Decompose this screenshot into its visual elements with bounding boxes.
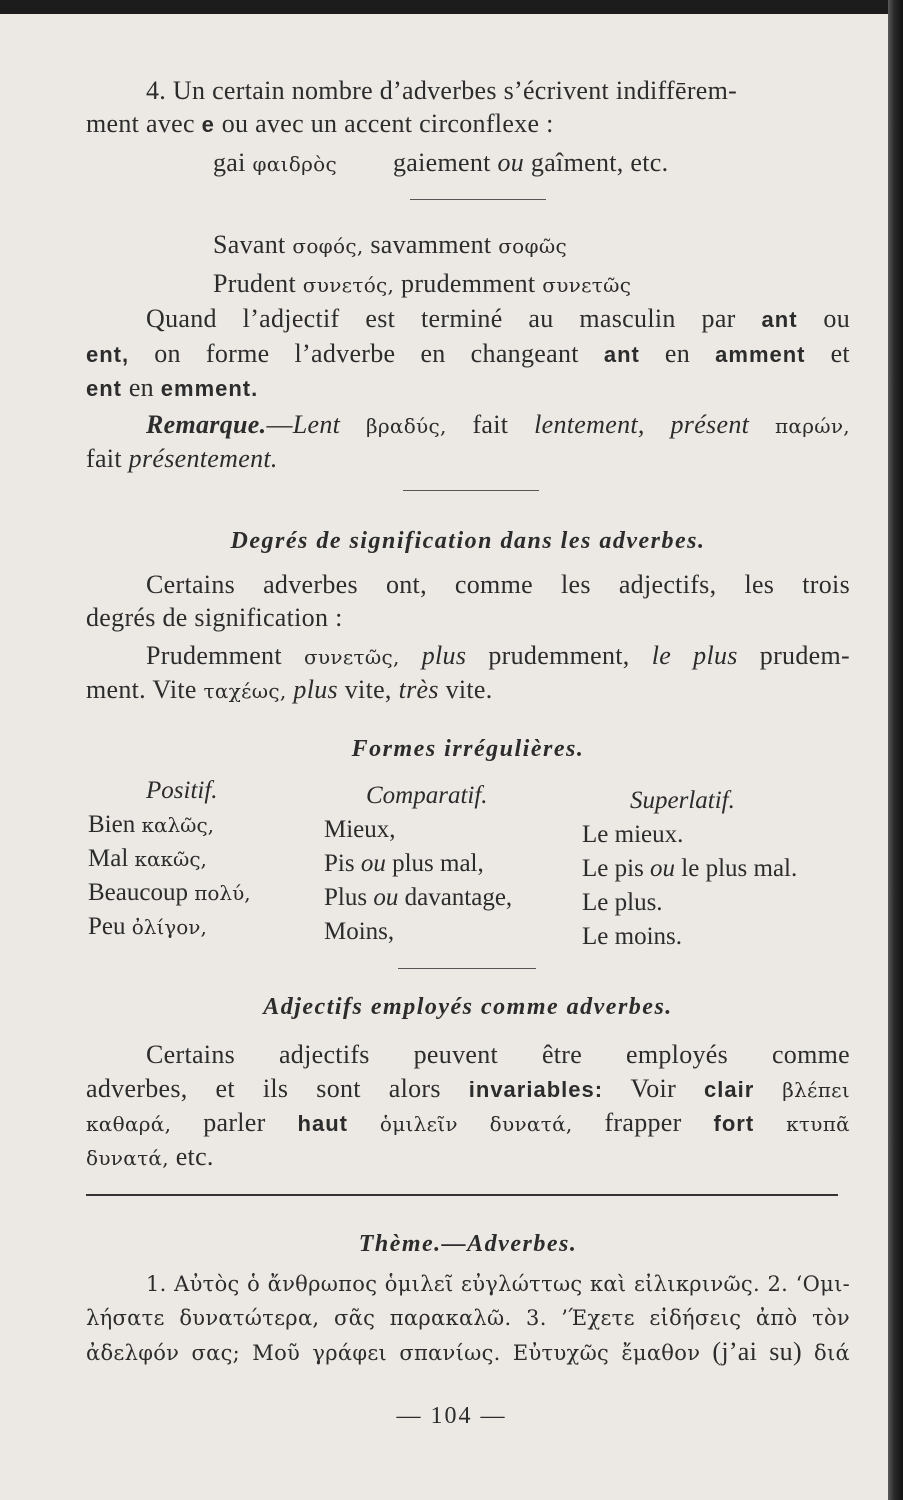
remark-line: fait présentement. (86, 444, 278, 473)
superlatif-column (582, 784, 797, 954)
section-rule (86, 1194, 838, 1196)
section-heading: Formes irrégulières. (351, 736, 585, 762)
paragraph-line: ent, on forme l’adverbe en changeant ant en amment et (86, 339, 850, 368)
section-heading: Thème.—Adverbes. (358, 1231, 578, 1257)
book-page (0, 14, 888, 1500)
positif-row: Peu ὀλίγον, (88, 913, 207, 940)
remark-line: Remarque.—Lent βραδύς, fait lentement, présent παρών, (146, 410, 850, 439)
paragraph-line: Quand l’adjectif est terminé au masculin par ant ou (146, 304, 850, 333)
paragraph-line: ent en emment. (86, 373, 259, 402)
superlatif-row: Le moins. (582, 923, 682, 950)
superlatif-row: Le plus. (582, 889, 663, 916)
page-edge (888, 0, 903, 1500)
paragraph-line: ment avec e ou avec un accent circonflexe : (86, 109, 554, 138)
comparatif-row: Plus ou davantage, (324, 884, 513, 911)
superlatif-row: Le mieux. (582, 821, 684, 848)
superlatif-row: Le pis ou le plus mal. (582, 855, 798, 882)
section-heading: Adjectifs employés comme adverbes. (263, 994, 673, 1020)
greek-exercise-line: ἀδελφόν σας; Μοῦ γράφει σπανίως. Εὐτυχῶς ἔμαθον (j’ai su) διά (86, 1337, 850, 1366)
page-number: — 104 — (396, 1403, 507, 1429)
paragraph-line: Certains adverbes ont, comme les adjectifs, les trois (146, 570, 850, 599)
paragraph-line: Prudemment συνετῶς, plus prudemment, le plus prudem- (146, 641, 850, 670)
superlatif-header: Superlatif. (630, 787, 735, 814)
divider (410, 199, 546, 200)
section-heading: Degrés de signification dans les adverbes. (230, 528, 706, 554)
positif-row: Bien καλῶς, (88, 811, 215, 838)
comparatif-row: Pis ou plus mal, (324, 850, 484, 877)
greek-exercise-line: λήσατε δυνατώτερα, σᾶς παρακαλῶ. 3. ’Έχετε εἰδήσεις ἀπὸ τὸν (86, 1306, 850, 1330)
paragraph-line: ment. Vite ταχέως, plus vite, très vite. (86, 675, 493, 704)
example-line: Savant σοφός, savamment σοφῶς (213, 230, 567, 259)
positif-column (88, 774, 251, 944)
paragraph-line: Certains adjectifs peuvent être employés comme (146, 1040, 850, 1069)
comparatif-row: Moins, (324, 918, 395, 945)
paragraph-line: 4. Un certain nombre d’adverbes s’écrivent indiffērem- (146, 76, 738, 105)
comparatif-row: Mieux, (324, 816, 396, 843)
paragraph-line: degrés de signification : (86, 603, 343, 632)
positif-row: Mal κακῶς, (88, 845, 207, 872)
paragraph-line: καθαρά, parler haut ὁμιλεῖν δυνατά, frapper fort κτυπᾶ (86, 1108, 850, 1137)
paragraph-line: adverbes, et ils sont alors invariables: Voir clair βλέπει (86, 1074, 850, 1103)
positif-header: Positif. (146, 777, 218, 804)
comparatif-column (324, 779, 512, 949)
example-line: Prudent συνετός, prudemment συνετῶς (213, 269, 632, 298)
positif-row: Beaucoup πολύ, (88, 879, 251, 906)
paragraph-line: δυνατά, etc. (86, 1142, 214, 1171)
divider (398, 968, 536, 969)
greek-exercise-line: 1. Αὐτὸς ὁ ἄνθρωπος ὁμιλεῖ εὐγλώττως καὶ εἰλικρινῶς. 2. ‘Ομι- (146, 1272, 850, 1296)
comparatif-header: Comparatif. (366, 782, 488, 809)
example-line: gai φαιδρὸς gaiement ou gaîment, etc. (213, 148, 669, 177)
divider (403, 490, 539, 491)
